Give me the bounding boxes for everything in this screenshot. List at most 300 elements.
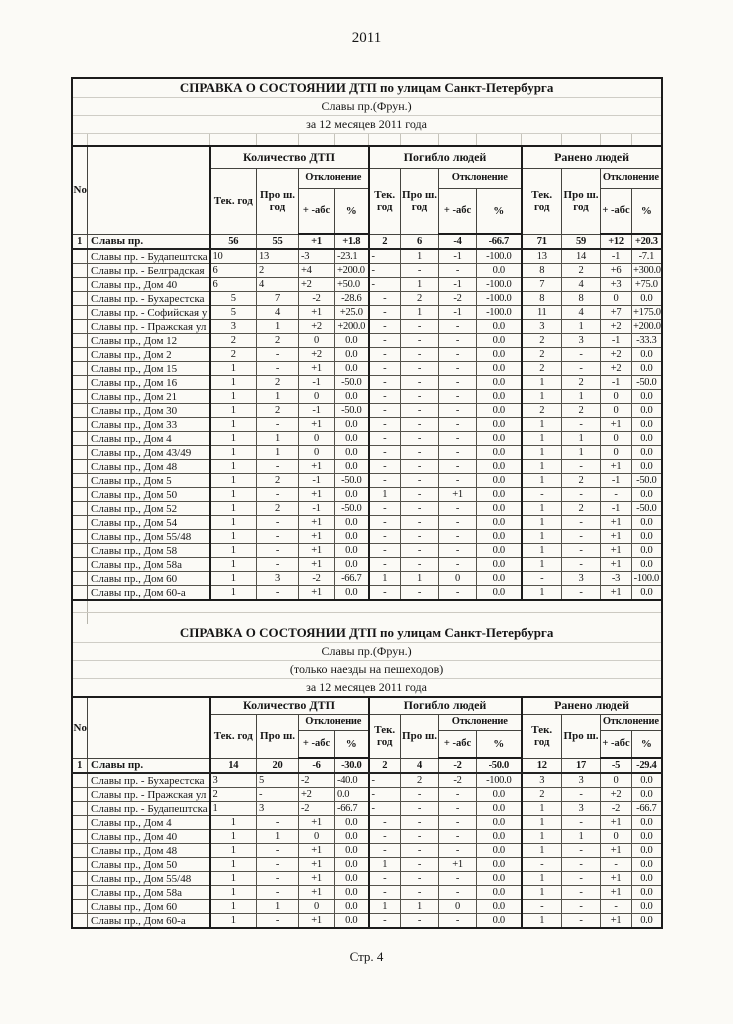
value-cell: 1 xyxy=(210,900,257,914)
value-cell: 1 xyxy=(522,558,562,572)
value-cell: 0.0 xyxy=(335,788,369,802)
value-cell: 0.0 xyxy=(335,530,369,544)
value-cell: +1.8 xyxy=(335,234,369,249)
value-cell: -1 xyxy=(299,404,335,418)
table-row xyxy=(72,886,662,900)
street-name-cell: Славы пр., Дом 60-а xyxy=(88,914,210,929)
value-cell: - xyxy=(401,558,439,572)
value-cell: -66.7 xyxy=(335,802,369,816)
value-cell: +200.0 xyxy=(335,320,369,334)
value-cell: - xyxy=(257,558,299,572)
value-cell: 0.0 xyxy=(477,816,522,830)
value-cell: 1 xyxy=(522,474,562,488)
value-cell: - xyxy=(369,418,401,432)
value-cell: - xyxy=(439,558,477,572)
street-name-cell: Славы пр., Дом 60 xyxy=(88,572,210,586)
row-number-cell xyxy=(72,264,88,278)
previous-year-header: Про ш. xyxy=(562,714,601,758)
value-cell: - xyxy=(439,362,477,376)
value-cell: - xyxy=(369,306,401,320)
value-cell: 0.0 xyxy=(477,872,522,886)
value-cell: - xyxy=(257,418,299,432)
value-cell: -40.0 xyxy=(335,773,369,788)
value-cell: +1 xyxy=(299,362,335,376)
value-cell: - xyxy=(257,886,299,900)
value-cell: 13 xyxy=(522,249,562,264)
value-cell: -100.0 xyxy=(477,249,522,264)
value-cell: - xyxy=(562,530,601,544)
value-cell: - xyxy=(257,788,299,802)
value-cell: - xyxy=(369,844,401,858)
value-cell: 0.0 xyxy=(632,544,662,558)
value-cell: - xyxy=(401,886,439,900)
current-year-header: Тек. год xyxy=(369,714,401,758)
value-cell: - xyxy=(401,914,439,929)
value-cell: 7 xyxy=(522,278,562,292)
value-cell: 1 xyxy=(522,816,562,830)
value-cell: -1 xyxy=(439,278,477,292)
row-number-cell xyxy=(72,306,88,320)
value-cell: - xyxy=(439,802,477,816)
value-cell: 0.0 xyxy=(477,334,522,348)
table-row xyxy=(72,488,662,502)
value-cell: 0.0 xyxy=(335,816,369,830)
group-header-injured: Ранено людей xyxy=(522,146,662,168)
street-name-cell: Славы пр. - Бухарестска xyxy=(88,292,210,306)
value-cell: 3 xyxy=(522,773,562,788)
previous-year-header: Про ш. xyxy=(401,714,439,758)
value-cell: - xyxy=(401,474,439,488)
value-cell: - xyxy=(401,586,439,601)
value-cell: +6 xyxy=(601,264,632,278)
value-cell: -66.7 xyxy=(477,234,522,249)
value-cell: 2 xyxy=(257,404,299,418)
value-cell: 1 xyxy=(257,390,299,404)
value-cell: +1 xyxy=(601,586,632,601)
value-cell: 0.0 xyxy=(335,858,369,872)
street-column-header xyxy=(88,697,210,758)
value-cell: 6 xyxy=(210,264,257,278)
value-cell: - xyxy=(369,348,401,362)
value-cell: 2 xyxy=(562,404,601,418)
table-row xyxy=(72,264,662,278)
abs-deviation-header: + -абс xyxy=(439,730,477,758)
value-cell: -4 xyxy=(439,234,477,249)
value-cell: 7 xyxy=(257,292,299,306)
value-cell: 2 xyxy=(210,348,257,362)
value-cell: +1 xyxy=(601,516,632,530)
table-row xyxy=(72,362,662,376)
street-name-cell: Славы пр., Дом 5 xyxy=(88,474,210,488)
table-row xyxy=(72,432,662,446)
table-row xyxy=(72,278,662,292)
value-cell: - xyxy=(562,460,601,474)
value-cell: -1 xyxy=(439,249,477,264)
value-cell: 1 xyxy=(257,830,299,844)
street-name-cell: Славы пр., Дом 12 xyxy=(88,334,210,348)
value-cell: - xyxy=(257,914,299,929)
value-cell: 0.0 xyxy=(632,914,662,929)
value-cell: - xyxy=(562,362,601,376)
value-cell: -5 xyxy=(601,758,632,773)
value-cell: - xyxy=(257,544,299,558)
value-cell: - xyxy=(401,404,439,418)
value-cell: 2 xyxy=(522,404,562,418)
street-name-cell: Славы пр., Дом 55/48 xyxy=(88,872,210,886)
value-cell: - xyxy=(562,886,601,900)
value-cell: 0.0 xyxy=(335,914,369,929)
value-cell: 1 xyxy=(562,432,601,446)
value-cell: 3 xyxy=(562,572,601,586)
value-cell: 0.0 xyxy=(477,446,522,460)
value-cell: 59 xyxy=(562,234,601,249)
value-cell: 1 xyxy=(562,830,601,844)
value-cell: +1 xyxy=(601,418,632,432)
table-row xyxy=(72,858,662,872)
abs-deviation-header: + -абс xyxy=(299,730,335,758)
value-cell: -28.6 xyxy=(335,292,369,306)
pct-deviation-header: % xyxy=(477,188,522,234)
value-cell: -100.0 xyxy=(477,773,522,788)
value-cell: 1 xyxy=(522,530,562,544)
row-number-cell xyxy=(72,530,88,544)
value-cell: 55 xyxy=(257,234,299,249)
value-cell: - xyxy=(401,816,439,830)
value-cell: 2 xyxy=(257,376,299,390)
value-cell: 1 xyxy=(522,872,562,886)
value-cell: 0.0 xyxy=(477,516,522,530)
value-cell: 1 xyxy=(210,460,257,474)
table-row xyxy=(72,802,662,816)
value-cell: 0.0 xyxy=(632,460,662,474)
value-cell: 0.0 xyxy=(335,418,369,432)
value-cell: - xyxy=(439,460,477,474)
value-cell: - xyxy=(562,348,601,362)
value-cell: 0 xyxy=(299,446,335,460)
value-cell: 1 xyxy=(210,830,257,844)
value-cell: -23.1 xyxy=(335,249,369,264)
value-cell: 0.0 xyxy=(477,488,522,502)
value-cell: - xyxy=(401,418,439,432)
value-cell: +1 xyxy=(601,460,632,474)
value-cell: 1 xyxy=(401,572,439,586)
value-cell: 1 xyxy=(210,886,257,900)
value-cell: - xyxy=(401,502,439,516)
value-cell: - xyxy=(562,914,601,929)
value-cell: 0 xyxy=(439,572,477,586)
value-cell: - xyxy=(439,516,477,530)
value-cell: - xyxy=(369,334,401,348)
street-name-cell: Славы пр., Дом 43/49 xyxy=(88,446,210,460)
value-cell: 0.0 xyxy=(632,292,662,306)
no-column-header: No xyxy=(72,697,88,758)
pct-deviation-header: % xyxy=(477,730,522,758)
value-cell: 2 xyxy=(522,362,562,376)
value-cell: -100.0 xyxy=(477,306,522,320)
street-name-cell: Славы пр. xyxy=(88,758,210,773)
row-number-cell xyxy=(72,516,88,530)
row-number-cell xyxy=(72,418,88,432)
value-cell: - xyxy=(439,788,477,802)
table-title: СПРАВКА О СОСТОЯНИИ ДТП по улицам Санкт-Петербурга xyxy=(72,624,662,643)
table-row xyxy=(72,348,662,362)
table-row xyxy=(72,586,662,601)
street-name-cell: Славы пр., Дом 30 xyxy=(88,404,210,418)
value-cell: -50.0 xyxy=(477,758,522,773)
value-cell: - xyxy=(257,586,299,601)
value-cell: 1 xyxy=(257,432,299,446)
value-cell: 0.0 xyxy=(477,802,522,816)
deviation-header: Отклонение xyxy=(601,168,662,188)
row-number-cell xyxy=(72,872,88,886)
value-cell: - xyxy=(369,474,401,488)
value-cell: +7 xyxy=(601,306,632,320)
value-cell: 6 xyxy=(210,278,257,292)
value-cell: +1 xyxy=(299,886,335,900)
value-cell: - xyxy=(369,886,401,900)
value-cell: 0.0 xyxy=(335,830,369,844)
row-number-cell xyxy=(72,488,88,502)
row-number-cell xyxy=(72,432,88,446)
value-cell: 6 xyxy=(401,234,439,249)
table-row xyxy=(72,234,662,249)
row-number-cell xyxy=(72,558,88,572)
group-header-accidents: Количество ДТП xyxy=(210,146,369,168)
value-cell: - xyxy=(562,516,601,530)
value-cell: 1 xyxy=(210,586,257,601)
value-cell: - xyxy=(439,376,477,390)
value-cell: - xyxy=(401,320,439,334)
value-cell: - xyxy=(369,446,401,460)
value-cell: 2 xyxy=(562,474,601,488)
value-cell: 0 xyxy=(299,830,335,844)
value-cell: 0 xyxy=(601,432,632,446)
value-cell: +50.0 xyxy=(335,278,369,292)
value-cell: 14 xyxy=(210,758,257,773)
value-cell: 0.0 xyxy=(477,586,522,601)
table-title: СПРАВКА О СОСТОЯНИИ ДТП по улицам Санкт-Петербурга xyxy=(72,78,662,98)
value-cell: -50.0 xyxy=(335,404,369,418)
value-cell: +75.0 xyxy=(632,278,662,292)
street-name-cell: Славы пр., Дом 21 xyxy=(88,390,210,404)
value-cell: - xyxy=(369,830,401,844)
row-number-cell xyxy=(72,334,88,348)
abs-deviation-header: + -абс xyxy=(439,188,477,234)
value-cell: 3 xyxy=(562,773,601,788)
value-cell: - xyxy=(601,900,632,914)
report-sheet xyxy=(71,77,663,929)
table2-body xyxy=(72,758,662,928)
value-cell: +175.0 xyxy=(633,307,661,318)
value-cell: 0.0 xyxy=(632,446,662,460)
value-cell: - xyxy=(369,802,401,816)
row-number-cell xyxy=(72,858,88,872)
value-cell: 0.0 xyxy=(632,886,662,900)
value-cell: 0 xyxy=(601,773,632,788)
table-row xyxy=(72,320,662,334)
value-cell: - xyxy=(369,558,401,572)
value-cell: 0 xyxy=(601,390,632,404)
value-cell: 17 xyxy=(562,758,601,773)
value-cell: - xyxy=(439,816,477,830)
value-cell: - xyxy=(369,816,401,830)
table-subtitle-street: Славы пр.(Фрун.) xyxy=(72,643,662,661)
table2-header xyxy=(72,697,662,758)
value-cell: - xyxy=(369,872,401,886)
row-number-cell xyxy=(72,474,88,488)
deviation-header: Отклонение xyxy=(439,714,522,730)
street-name-cell: Славы пр., Дом 60-а xyxy=(88,586,210,601)
value-cell: 1 xyxy=(210,816,257,830)
table-row xyxy=(72,516,662,530)
value-cell: -1 xyxy=(601,249,632,264)
value-cell: - xyxy=(522,858,562,872)
street-column-header xyxy=(88,146,210,234)
value-cell: +2 xyxy=(601,788,632,802)
value-cell: 4 xyxy=(562,306,601,320)
table-row xyxy=(72,830,662,844)
header-group-row xyxy=(72,146,662,168)
value-cell: 1 xyxy=(210,858,257,872)
value-cell: 0.0 xyxy=(632,788,662,802)
value-cell: 14 xyxy=(562,249,601,264)
value-cell: +1 xyxy=(439,488,477,502)
value-cell: -2 xyxy=(299,572,335,586)
value-cell: 4 xyxy=(401,758,439,773)
value-cell: - xyxy=(369,460,401,474)
value-cell: 1 xyxy=(210,502,257,516)
street-name-cell: Славы пр. - Будапештска xyxy=(88,802,210,816)
value-cell: 0.0 xyxy=(632,816,662,830)
row-number-cell xyxy=(72,788,88,802)
table-row xyxy=(72,474,662,488)
value-cell: 11 xyxy=(522,306,562,320)
value-cell: 0.0 xyxy=(335,348,369,362)
value-cell: +2 xyxy=(299,348,335,362)
value-cell: 0.0 xyxy=(632,362,662,376)
row-number-cell xyxy=(72,572,88,586)
value-cell: 0.0 xyxy=(477,362,522,376)
value-cell: 71 xyxy=(522,234,562,249)
table-row xyxy=(72,404,662,418)
value-cell: - xyxy=(439,502,477,516)
value-cell: - xyxy=(401,376,439,390)
value-cell: 3 xyxy=(210,773,257,788)
row-number-cell xyxy=(72,348,88,362)
value-cell: 4 xyxy=(257,278,299,292)
value-cell: +1 xyxy=(601,544,632,558)
value-cell: - xyxy=(439,334,477,348)
previous-year-header: Про ш. год xyxy=(401,168,439,234)
value-cell: 2 xyxy=(257,502,299,516)
value-cell: 0.0 xyxy=(477,376,522,390)
street-name-cell: Славы пр., Дом 48 xyxy=(88,460,210,474)
value-cell: +1 xyxy=(299,488,335,502)
table-row xyxy=(72,788,662,802)
value-cell: - xyxy=(257,816,299,830)
value-cell: 1 xyxy=(522,830,562,844)
row-number-cell xyxy=(72,544,88,558)
table-subtitle-period: за 12 месяцев 2011 года xyxy=(72,679,662,698)
street-name-cell: Славы пр., Дом 60 xyxy=(88,900,210,914)
value-cell: - xyxy=(257,530,299,544)
value-cell: +2 xyxy=(299,278,335,292)
value-cell: 12 xyxy=(522,758,562,773)
value-cell: -6 xyxy=(299,758,335,773)
row-number-cell: 1 xyxy=(72,234,88,249)
deviation-header: Отклонение xyxy=(601,714,662,730)
value-cell: 1 xyxy=(522,460,562,474)
value-cell: 1 xyxy=(522,886,562,900)
row-number-cell xyxy=(72,773,88,788)
table-row xyxy=(72,844,662,858)
value-cell: +1 xyxy=(601,872,632,886)
value-cell: 5 xyxy=(210,292,257,306)
value-cell: 1 xyxy=(210,914,257,929)
value-cell: - xyxy=(562,418,601,432)
value-cell: 1 xyxy=(562,320,601,334)
value-cell: 1 xyxy=(210,376,257,390)
street-name-cell: Славы пр., Дом 33 xyxy=(88,418,210,432)
value-cell: - xyxy=(401,488,439,502)
value-cell: 0.0 xyxy=(477,418,522,432)
deviation-header: Отклонение xyxy=(299,168,369,188)
value-cell: - xyxy=(369,404,401,418)
street-name-cell: Славы пр., Дом 2 xyxy=(88,348,210,362)
value-cell: - xyxy=(522,900,562,914)
value-cell: -1 xyxy=(299,376,335,390)
value-cell: +25.0 xyxy=(335,306,369,320)
table-subtitle-street: Славы пр.(Фрун.) xyxy=(72,98,662,116)
value-cell: 1 xyxy=(401,249,439,264)
value-cell: -2 xyxy=(439,773,477,788)
value-cell: 0.0 xyxy=(477,830,522,844)
value-cell: 1 xyxy=(522,914,562,929)
value-cell: 1 xyxy=(257,320,299,334)
street-name-cell: Славы пр. - Будапештска xyxy=(88,249,210,264)
value-cell: 0.0 xyxy=(477,348,522,362)
value-cell: 2 xyxy=(522,788,562,802)
value-cell: 0.0 xyxy=(632,900,662,914)
value-cell: 56 xyxy=(210,234,257,249)
value-cell: - xyxy=(369,432,401,446)
value-cell: -2 xyxy=(299,773,335,788)
table-row xyxy=(72,418,662,432)
value-cell: 1 xyxy=(210,418,257,432)
value-cell: 0.0 xyxy=(335,446,369,460)
table-row xyxy=(72,390,662,404)
value-cell: - xyxy=(439,530,477,544)
value-cell: 2 xyxy=(210,334,257,348)
value-cell: - xyxy=(439,432,477,446)
value-cell: -50.0 xyxy=(335,376,369,390)
value-cell: - xyxy=(439,830,477,844)
value-cell: 1 xyxy=(522,376,562,390)
street-name-cell: Славы пр. - Пражская ул xyxy=(88,788,210,802)
value-cell: - xyxy=(369,502,401,516)
section-gap xyxy=(72,600,662,624)
group-header-injured: Ранено людей xyxy=(522,697,662,714)
table2-titles xyxy=(72,624,662,697)
street-name-cell: Славы пр. - Пражская ул xyxy=(88,320,210,334)
value-cell: 0.0 xyxy=(477,502,522,516)
value-cell: 0 xyxy=(601,404,632,418)
value-cell: 0.0 xyxy=(632,390,662,404)
value-cell: 0.0 xyxy=(632,844,662,858)
value-cell: - xyxy=(369,544,401,558)
value-cell: - xyxy=(522,488,562,502)
value-cell: - xyxy=(562,844,601,858)
